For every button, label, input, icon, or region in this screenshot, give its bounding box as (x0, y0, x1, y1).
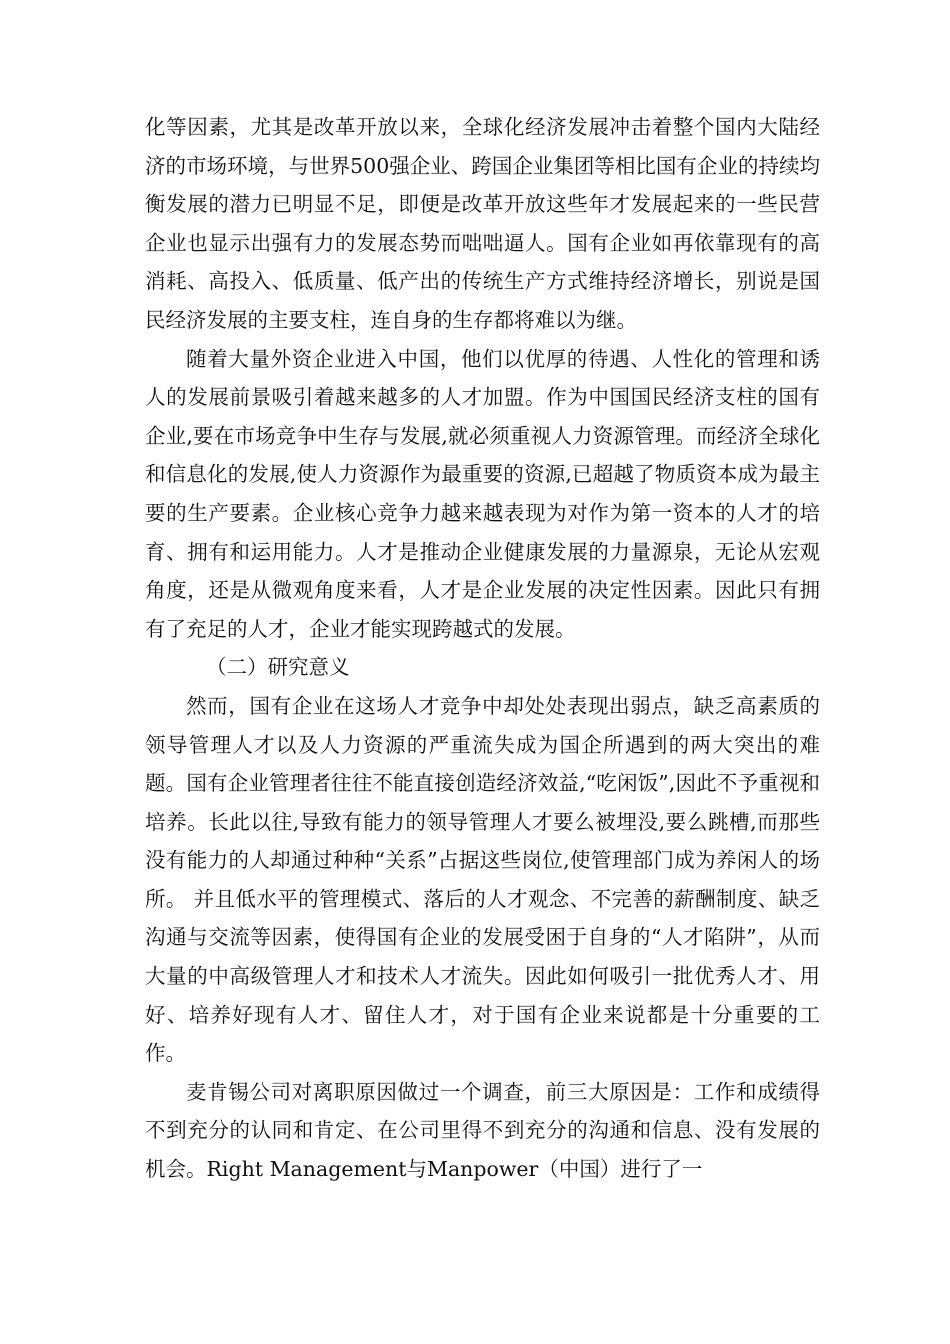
paragraph-3: 然而，国有企业在这场人才竞争中却处处表现出弱点，缺乏高素质的领导管理人才以及人力资源的严重流失成为国企所遇到的两大突出的难题。国有企业管理者往往不能直接创造经济效益,“吃闲饭”,因此不予重视和培养。长此以往,导致有能力的领导管理人才要么被埋没,要么跳槽,而那些没有能力的人却通过种种“关系”占据这些岗位,使管理部门成为养闲人的场所。 并且低水平的管理模式、落后的人才观念、不完善的薪酬制度、缺乏沟通与交流等因素，使得国有企业的发展受困于自身的“人才陷阱”，从而大量的中高级管理人才和技术人才流失。因此如何吸引一批优秀人才、用好、培养好现有人才、留住人才，对于国有企业来说都是十分重要的工作。 (145, 693, 820, 1066)
paragraph-2: 随着大量外资企业进入中国，他们以优厚的待遇、人性化的管理和诱人的发展前景吸引着越来越多的人才加盟。作为中国国民经济支柱的国有企业,要在市场竞争中生存与发展,就必须重视人力资源管理。而经济全球化和信息化的发展,使人力资源作为最重要的资源,已超越了物质资本成为最主要的生产要素。企业核心竞争力越来越表现为对作为第一资本的人才的培育、拥有和运用能力。人才是推动企业健康发展的力量源泉，无论从宏观角度，还是从微观角度来看，人才是企业发展的决定性因素。因此只有拥有了充足的人才，企业才能实现跨越式的发展。 (145, 346, 820, 641)
paragraph-1: 化等因素，尤其是改革开放以来，全球化经济发展冲击着整个国内大陆经济的市场环境，与世界500强企业、跨国企业集团等相比国有企业的持续均衡发展的潜力已明显不足，即便是改革开放这些年才发展起来的一些民营企业也显示出强有力的发展态势而咄咄逼人。国有企业如再依靠现有的高消耗、高投入、低质量、低产出的传统生产方式维持经济增长，别说是国民经济发展的主要支柱，连自身的生存都将难以为继。 (145, 115, 820, 332)
paragraph-4: 麦肯锡公司对离职原因做过一个调查，前三大原因是：工作和成绩得不到充分的认同和肯定、在公司里得不到充分的沟通和信息、没有发展的机会。Right Management与Manpower（中国）进行了一 (145, 1079, 820, 1182)
section-heading: （二）研究意义 (206, 655, 350, 680)
document-body (145, 108, 820, 1189)
